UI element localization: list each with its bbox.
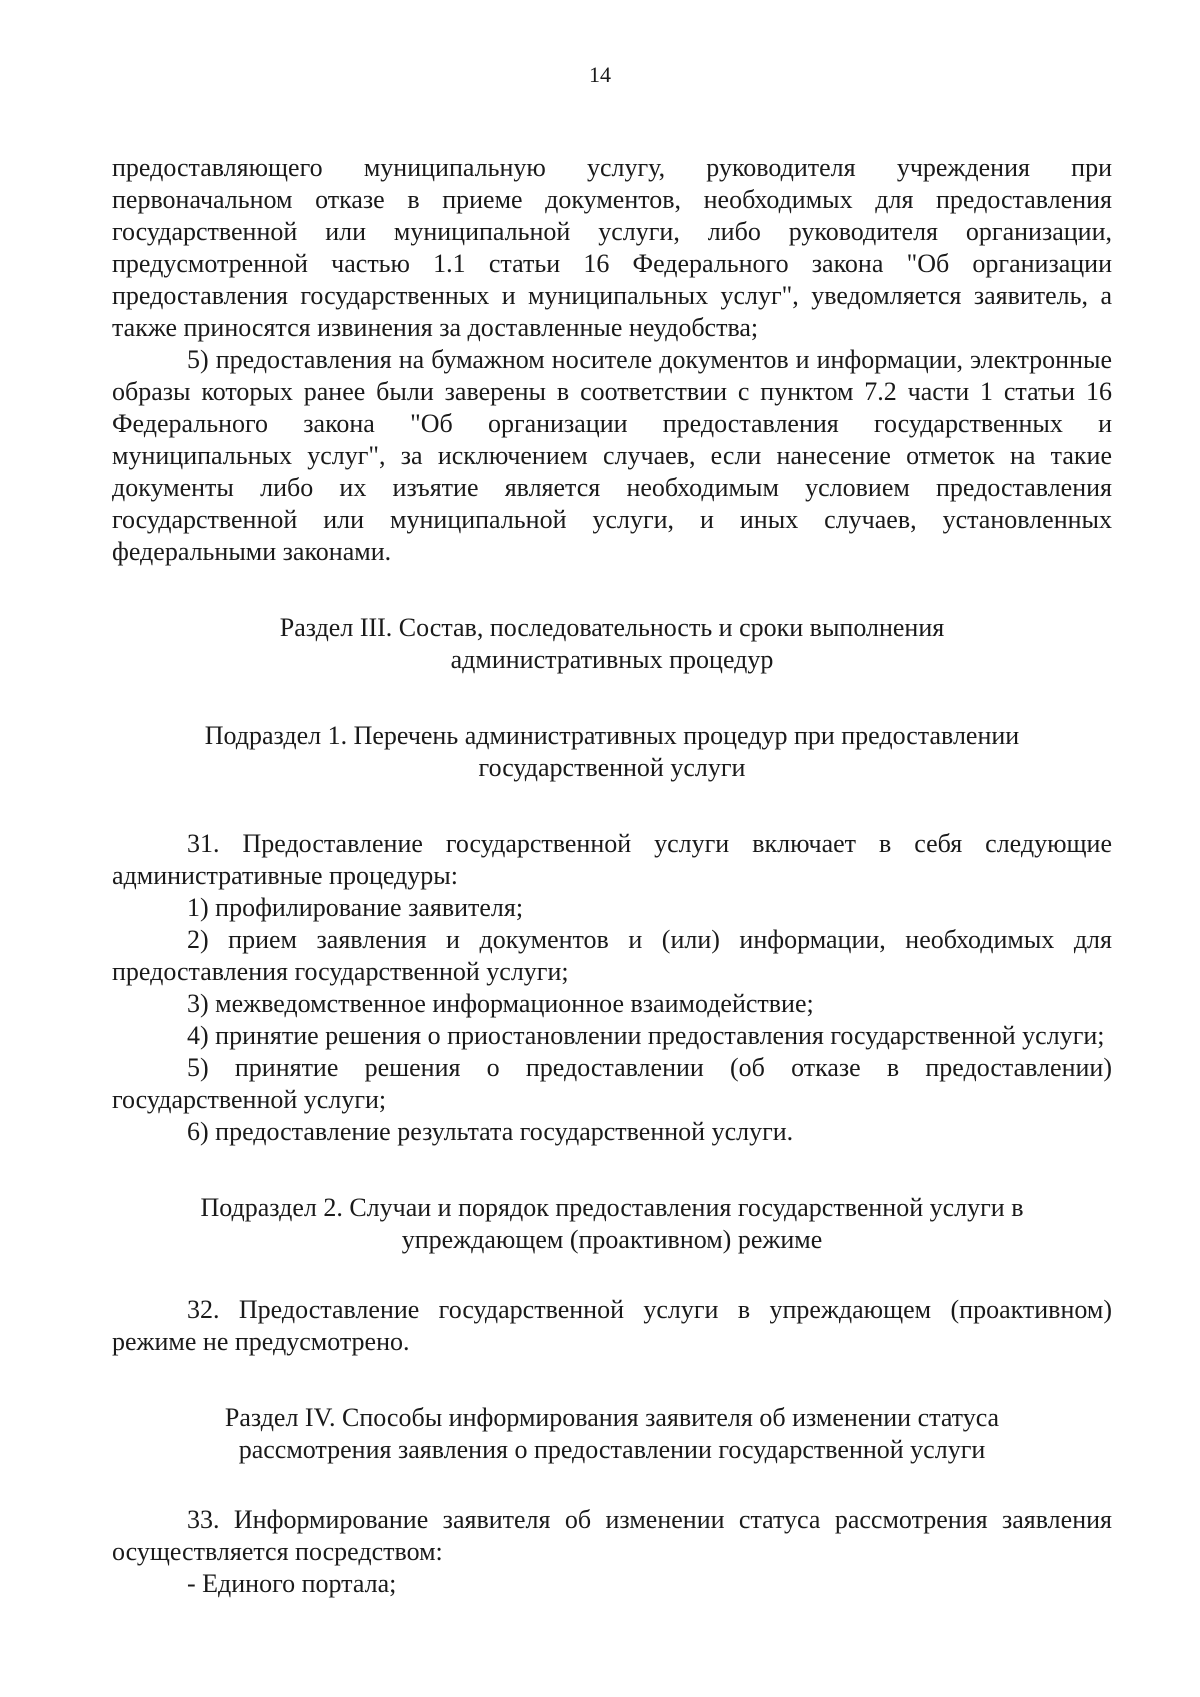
list-item: 3) межведомственное информационное взаимодействие; bbox=[187, 989, 814, 1018]
list-item: 2) прием заявления и документов и (или) информации, необходимых для предоставления государственной услуги; bbox=[112, 925, 1112, 986]
section-4-heading-line-2: рассмотрения заявления о предоставлении государственной услуги bbox=[238, 1435, 986, 1464]
paragraph-32: 32. Предоставление государственной услуги в упреждающем (проактивном) режиме не предусмотрено. bbox=[112, 1295, 1112, 1356]
subsection-2-heading-line-1: Подраздел 2. Случаи и порядок предоставления государственной услуги в bbox=[200, 1193, 1024, 1222]
list-item: 5) принятие решения о предоставлении (об отказе в предоставлении) государственной услуги; bbox=[112, 1053, 1112, 1114]
paragraph-continuation: предоставляющего муниципальную услугу, руководителя учреждения при первоначальном отказе в приеме документов, необходимых для предоставления государственной или муниципальной услуги, либо руководителя организации, предусмотренной частью 1.1 статьи 16 Федерального закона "Об организации предоставления государственных и муниципальных услуг", уведомляется заявитель, а также приносятся извинения за доставленные неудобства; bbox=[112, 153, 1112, 342]
paragraph-item-5: 5) предоставления на бумажном носителе документов и информации, электронные образы которых ранее были заверены в соответствии с пунктом 7.2 части 1 статьи 16 Федерального закона "Об организации предоставления государственных и муниципальных услуг", за исключением случаев, если нанесение отметок на такие документы либо их изъятие является необходимым условием предоставления государственной или муниципальной услуги, и иных случаев, установленных федеральными законами. bbox=[112, 345, 1112, 566]
paragraph-33: 33. Информирование заявителя об изменении статуса рассмотрения заявления осуществляется посредством: bbox=[112, 1505, 1112, 1566]
subsection-1-heading-line-1: Подраздел 1. Перечень административных процедур при предоставлении bbox=[204, 721, 1020, 750]
section-3-heading-line-2: административных процедур bbox=[450, 645, 774, 674]
subsection-2-heading-line-2: упреждающем (проактивном) режиме bbox=[401, 1225, 823, 1254]
subsection-1-heading-line-2: государственной услуги bbox=[478, 753, 746, 782]
section-3-heading-line-1: Раздел III. Состав, последовательность и сроки выполнения bbox=[279, 613, 945, 642]
list-item: 1) профилирование заявителя; bbox=[187, 893, 524, 922]
document-body bbox=[112, 152, 1112, 1600]
list-item: 4) принятие решения о приостановлении предоставления государственной услуги; bbox=[187, 1021, 1105, 1050]
paragraph-31: 31. Предоставление государственной услуги включает в себя следующие административные процедуры: bbox=[112, 829, 1112, 890]
list-item: 6) предоставление результата государственной услуги. bbox=[187, 1117, 794, 1146]
page-number: 14 bbox=[589, 62, 611, 87]
list-item: - Единого портала; bbox=[187, 1569, 397, 1598]
section-4-heading-line-1: Раздел IV. Способы информирования заявителя об изменении статуса bbox=[224, 1403, 1000, 1432]
